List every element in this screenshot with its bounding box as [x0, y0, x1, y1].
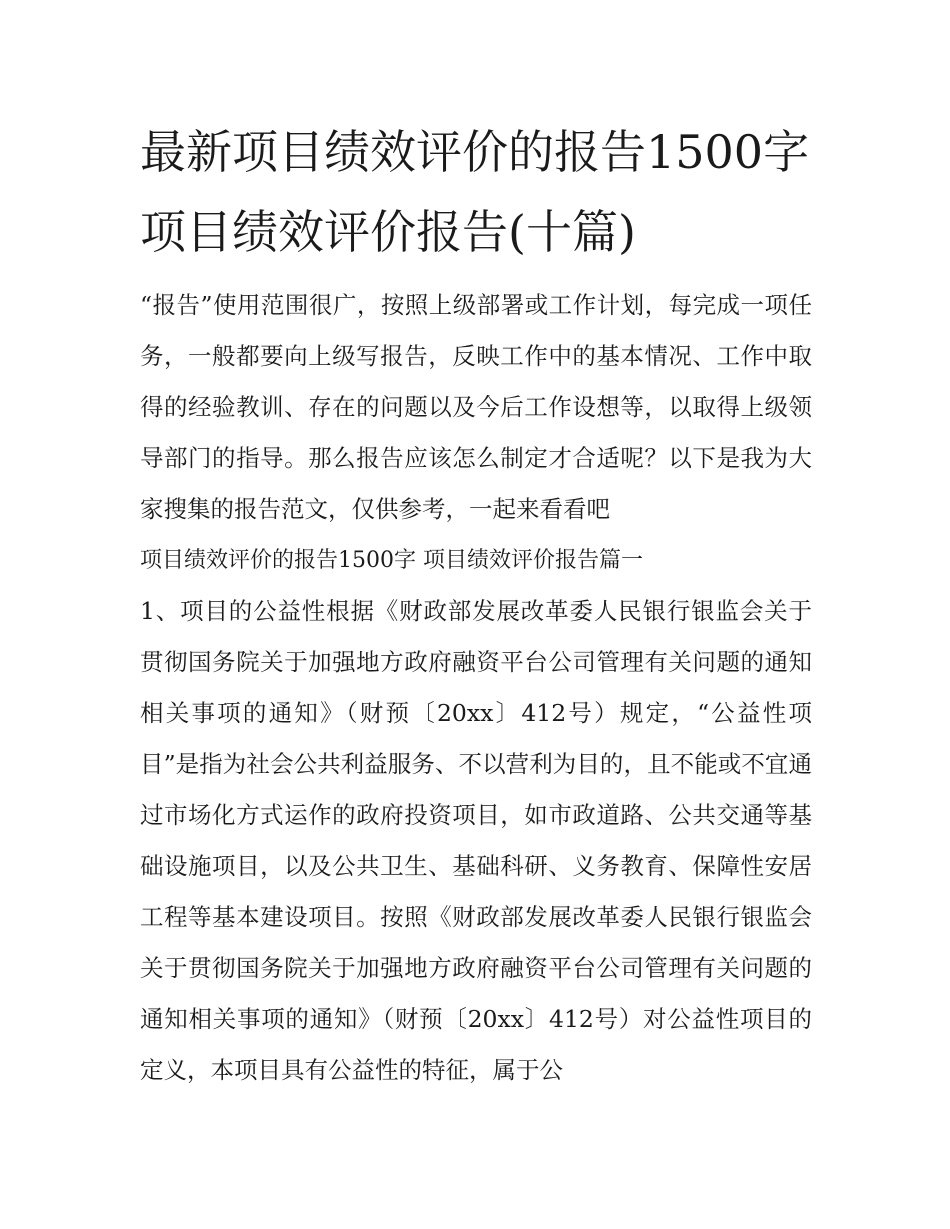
document-page [140, 112, 812, 1096]
intro-paragraph: “报告”使用范围很广，按照上级部署或工作计划，每完成一项任务，一般都要向上级写报告，反映工作中的基本情况、工作中取得的经验教训、存在的问题以及今后工作设想等，以取得上级领导部门的指导。那么报告应该怎么制定才合适呢？以下是我为大家搜集的报告范文，仅供参考，一起来看看吧 [140, 291, 812, 523]
section-heading: 项目绩效评价的报告1500字 项目绩效评价报告篇一 [140, 548, 643, 573]
body-paragraph: 1、项目的公益性根据《财政部发展改革委人民银行银监会关于贯彻国务院关于加强地方政府融资平台公司管理有关问题的通知相关事项的通知》（财预〔20xx〕412号）规定，“公益性项目”是指为社会公共利益服务、不以营利为目的，且不能或不宜通过市场化方式运作的政府投资项目，如市政道路、公共交通等基础设施项目，以及公共卫生、基础科研、义务教育、保障性安居工程等基本建设项目。按照《财政部发展改革委人民银行银监会关于贯彻国务院关于加强地方政府融资平台公司管理有关问题的通知相关事项的通知》（财预〔20xx〕412号）对公益性项目的定义，本项目具有公益性的特征，属于公 [140, 597, 812, 1084]
document-title: 最新项目绩效评价的报告1500字 项目绩效评价报告(十篇) [140, 125, 810, 259]
